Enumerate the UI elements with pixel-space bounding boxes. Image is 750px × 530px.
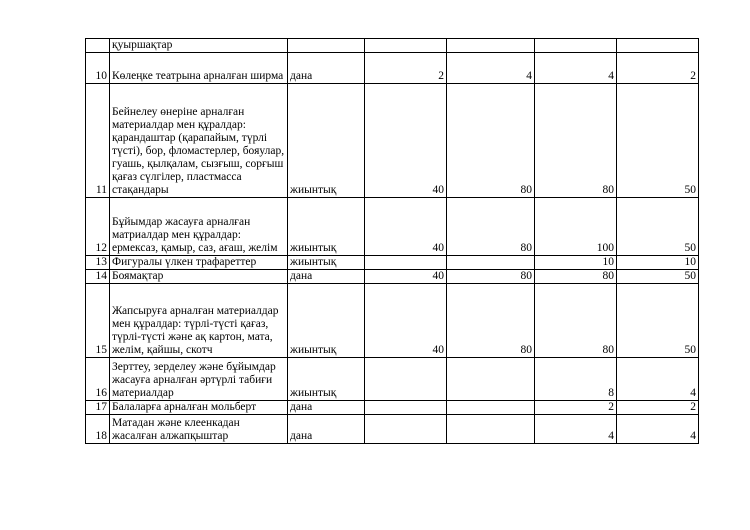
quantity-4: 50 xyxy=(617,198,699,256)
quantity-4: 10 xyxy=(617,256,699,270)
quantity-2 xyxy=(447,401,535,415)
row-number: 13 xyxy=(86,256,110,270)
item-unit: жиынтық xyxy=(288,358,365,401)
quantity-2 xyxy=(447,39,535,53)
table-row xyxy=(86,39,699,53)
table-row xyxy=(86,415,699,444)
table-row xyxy=(86,84,699,198)
quantity-3: 8 xyxy=(535,358,617,401)
row-number: 14 xyxy=(86,270,110,284)
quantity-1: 2 xyxy=(365,53,447,84)
item-unit xyxy=(288,39,365,53)
quantity-1: 40 xyxy=(365,84,447,198)
quantity-3: 100 xyxy=(535,198,617,256)
item-unit: дана xyxy=(288,415,365,444)
equipment-table xyxy=(85,38,699,444)
item-name: Зерттеу, зерделеу және бұйымдар жасауға арналған әртүрлі табиғи материалдар xyxy=(110,358,288,401)
item-name: Матадан және клеенкадан жасалған алжапқыштар xyxy=(110,415,288,444)
item-name: Балаларға арналған мольберт xyxy=(110,401,288,415)
quantity-1 xyxy=(365,401,447,415)
table-row xyxy=(86,358,699,401)
quantity-1 xyxy=(365,358,447,401)
item-unit: дана xyxy=(288,270,365,284)
quantity-4: 2 xyxy=(617,401,699,415)
quantity-3: 10 xyxy=(535,256,617,270)
row-number: 15 xyxy=(86,284,110,358)
quantity-3: 4 xyxy=(535,53,617,84)
item-name: Көлеңке театрына арналған ширма xyxy=(110,53,288,84)
row-number: 10 xyxy=(86,53,110,84)
row-number: 18 xyxy=(86,415,110,444)
quantity-4: 2 xyxy=(617,53,699,84)
quantity-3: 80 xyxy=(535,84,617,198)
item-name: Бейнелеу өнеріне арналған материалдар мен құралдар: қарандаштар (қарапайым, түрлі түсті), бор, фломастерлер, бояулар, гуашь, қылқалам, сызғыш, сорғыш қағаз сүлгілер, пластмасса стақандары xyxy=(110,84,288,198)
table-row xyxy=(86,284,699,358)
quantity-3: 80 xyxy=(535,270,617,284)
item-unit: жиынтық xyxy=(288,256,365,270)
table-row xyxy=(86,256,699,270)
quantity-2 xyxy=(447,415,535,444)
quantity-1: 40 xyxy=(365,270,447,284)
table-row xyxy=(86,270,699,284)
quantity-2: 4 xyxy=(447,53,535,84)
quantity-3 xyxy=(535,39,617,53)
quantity-1 xyxy=(365,39,447,53)
item-unit: жиынтық xyxy=(288,198,365,256)
quantity-4: 50 xyxy=(617,270,699,284)
item-name: Фигуралы үлкен трафареттер xyxy=(110,256,288,270)
item-name: Бұйымдар жасауға арналған матриалдар мен құралдар: ермексаз, қамыр, саз, ағаш, желім xyxy=(110,198,288,256)
quantity-3: 2 xyxy=(535,401,617,415)
item-name: қуыршақтар xyxy=(110,39,288,53)
row-number: 17 xyxy=(86,401,110,415)
item-unit: дана xyxy=(288,401,365,415)
quantity-4: 4 xyxy=(617,358,699,401)
quantity-2: 80 xyxy=(447,270,535,284)
table-row xyxy=(86,53,699,84)
quantity-2 xyxy=(447,358,535,401)
quantity-2: 80 xyxy=(447,84,535,198)
quantity-2: 80 xyxy=(447,198,535,256)
item-name: Боямақтар xyxy=(110,270,288,284)
quantity-3: 80 xyxy=(535,284,617,358)
row-number: 12 xyxy=(86,198,110,256)
quantity-1 xyxy=(365,256,447,270)
quantity-4: 50 xyxy=(617,84,699,198)
quantity-3: 4 xyxy=(535,415,617,444)
item-unit: жиынтық xyxy=(288,84,365,198)
quantity-1: 40 xyxy=(365,198,447,256)
table-row xyxy=(86,401,699,415)
row-number xyxy=(86,39,110,53)
quantity-2 xyxy=(447,256,535,270)
quantity-4 xyxy=(617,39,699,53)
item-name: Жапсыруға арналған материалдар мен құралдар: түрлі-түсті қағаз, түрлі-түсті және ақ картон, мата, желім, қайшы, скотч xyxy=(110,284,288,358)
item-unit: жиынтық xyxy=(288,284,365,358)
row-number: 16 xyxy=(86,358,110,401)
item-unit: дана xyxy=(288,53,365,84)
table-row xyxy=(86,198,699,256)
quantity-1: 40 xyxy=(365,284,447,358)
quantity-2: 80 xyxy=(447,284,535,358)
row-number: 11 xyxy=(86,84,110,198)
quantity-1 xyxy=(365,415,447,444)
quantity-4: 4 xyxy=(617,415,699,444)
quantity-4: 50 xyxy=(617,284,699,358)
